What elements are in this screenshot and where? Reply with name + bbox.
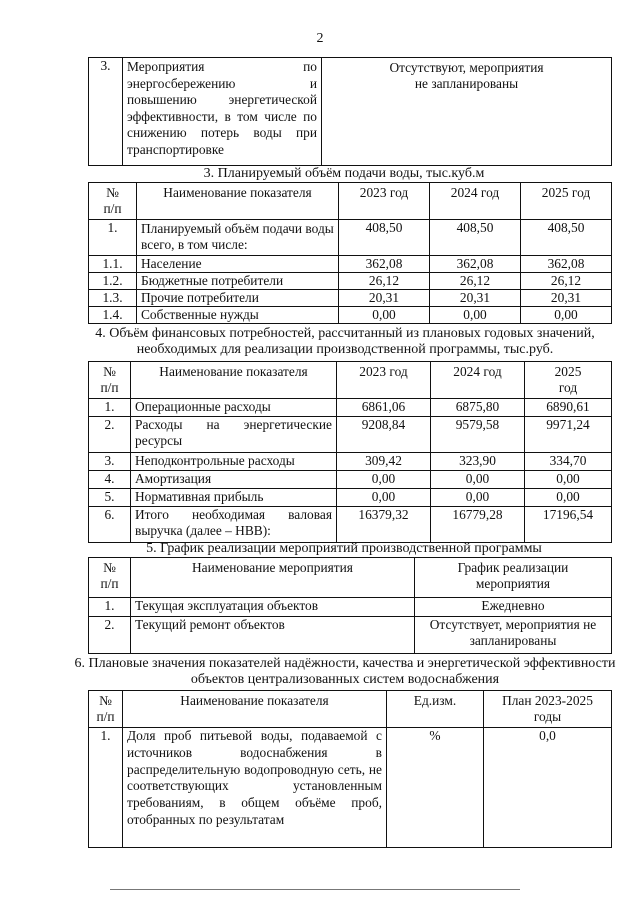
row-number: 1.3. xyxy=(89,290,137,307)
col-header-num: № п/п xyxy=(89,558,131,598)
row-number: 1. xyxy=(89,399,131,417)
indicator-name: Неподконтрольные расходы xyxy=(131,453,337,471)
table-header-row xyxy=(89,362,612,399)
table-row xyxy=(89,290,612,307)
table-row xyxy=(89,417,612,453)
page-number: 2 xyxy=(316,31,324,46)
row-number: 2. xyxy=(89,617,131,654)
value-2024: 0,00 xyxy=(431,489,525,507)
value-2024: 323,90 xyxy=(431,453,525,471)
activity-schedule: Ежедневно xyxy=(415,598,612,617)
section-3-title: 3. Планируемый объём подачи воды, тыс.куб.м xyxy=(203,166,485,181)
table-header-row xyxy=(89,183,612,220)
table-header-row xyxy=(89,558,612,598)
value-2024: 6875,80 xyxy=(431,399,525,417)
section-6-title: 6. Плановые значения показателей надёжности, качества и энергетической эффективности объектов централизованных систем водоснабжения xyxy=(74,656,616,687)
table-row xyxy=(89,220,612,256)
value-2025: 26,12 xyxy=(521,273,612,290)
indicator-plan: 0,0 xyxy=(484,728,612,848)
col-header-num: № п/п xyxy=(89,183,137,220)
table-row xyxy=(89,307,612,324)
measures-table xyxy=(88,57,612,166)
table-row xyxy=(89,617,612,654)
table-row xyxy=(89,453,612,471)
activity-schedule: Отсутствует, мероприятия не запланированы xyxy=(415,617,612,654)
value-2023: 362,08 xyxy=(339,256,430,273)
value-2024: 0,00 xyxy=(431,471,525,489)
row-number: 3. xyxy=(89,453,131,471)
value-2024: 408,50 xyxy=(430,220,521,256)
schedule-table xyxy=(88,557,612,654)
col-header-2025: 2025 год xyxy=(521,183,612,220)
table-row xyxy=(89,471,612,489)
value-2024: 20,31 xyxy=(430,290,521,307)
section-5-title: 5. График реализации мероприятий производственной программы xyxy=(146,541,542,556)
row-number: 1. xyxy=(89,728,123,848)
row-number: 1. xyxy=(89,220,137,256)
col-header-name: Наименование показателя xyxy=(131,362,337,399)
col-header-num: № п/п xyxy=(89,691,123,728)
indicator-name: Бюджетные потребители xyxy=(137,273,339,290)
value-2023: 408,50 xyxy=(339,220,430,256)
col-header-schedule: График реализации мероприятия xyxy=(415,558,612,598)
value-2023: 0,00 xyxy=(337,489,431,507)
row-number: 1.2. xyxy=(89,273,137,290)
value-2023: 9208,84 xyxy=(337,417,431,453)
col-header-unit: Ед.изм. xyxy=(387,691,484,728)
value-2024: 16779,28 xyxy=(431,507,525,543)
row-number: 2. xyxy=(89,417,131,453)
indicator-name: Амортизация xyxy=(131,471,337,489)
value-2025: 362,08 xyxy=(521,256,612,273)
row-number: 4. xyxy=(89,471,131,489)
table-row xyxy=(89,728,612,848)
value-2025: 0,00 xyxy=(521,307,612,324)
table-header-row xyxy=(89,691,612,728)
indicator-name: Операционные расходы xyxy=(131,399,337,417)
value-2025: 20,31 xyxy=(521,290,612,307)
measure-status: Отсутствуют, мероприятия не запланированы xyxy=(322,58,612,166)
row-number: 5. xyxy=(89,489,131,507)
indicator-name: Нормативная прибыль xyxy=(131,489,337,507)
value-2025: 6890,61 xyxy=(525,399,612,417)
col-header-name: Наименование показателя xyxy=(137,183,339,220)
indicator-name: Собственные нужды xyxy=(137,307,339,324)
value-2023: 16379,32 xyxy=(337,507,431,543)
col-header-2023: 2023 год xyxy=(337,362,431,399)
value-2024: 0,00 xyxy=(430,307,521,324)
value-2023: 309,42 xyxy=(337,453,431,471)
col-header-name: Наименование показателя xyxy=(123,691,387,728)
col-header-num: № п/п xyxy=(89,362,131,399)
indicator-name: Итого необходимая валовая выручка (далее – НВВ): xyxy=(131,507,337,543)
activity-name: Текущий ремонт объектов xyxy=(131,617,415,654)
indicator-name: Расходы на энергетические ресурсы xyxy=(131,417,337,453)
table-row xyxy=(89,256,612,273)
col-header-2024: 2024 год xyxy=(431,362,525,399)
value-2025: 0,00 xyxy=(525,489,612,507)
table-row xyxy=(89,507,612,543)
indicator-name: Доля проб питьевой воды, подаваемой с источников водоснабжения в распределительную водопроводную сеть, не соответствующих установленным требованиям, в общем объёме проб, отобранных по результатам xyxy=(123,728,387,848)
value-2025: 9971,24 xyxy=(525,417,612,453)
col-header-2024: 2024 год xyxy=(430,183,521,220)
value-2023: 0,00 xyxy=(339,307,430,324)
reliability-indicators-table xyxy=(88,690,612,848)
col-header-plan: План 2023-2025 годы xyxy=(484,691,612,728)
section-4-title: 4. Объём финансовых потребностей, рассчитанный из плановых годовых значений, необходимых для реализации производственной программы, тыс.руб. xyxy=(95,326,595,357)
indicator-name: Население xyxy=(137,256,339,273)
indicator-name: Планируемый объём подачи воды всего, в том числе: xyxy=(137,220,339,256)
col-header-2023: 2023 год xyxy=(339,183,430,220)
row-number: 1.1. xyxy=(89,256,137,273)
value-2023: 20,31 xyxy=(339,290,430,307)
col-header-name: Наименование мероприятия xyxy=(131,558,415,598)
value-2023: 26,12 xyxy=(339,273,430,290)
activity-name: Текущая эксплуатация объектов xyxy=(131,598,415,617)
scan-edge-line xyxy=(110,889,520,890)
indicator-unit: % xyxy=(387,728,484,848)
table-row xyxy=(89,58,612,166)
value-2025: 408,50 xyxy=(521,220,612,256)
row-number: 1.4. xyxy=(89,307,137,324)
value-2023: 6861,06 xyxy=(337,399,431,417)
table-row xyxy=(89,489,612,507)
indicator-name: Прочие потребители xyxy=(137,290,339,307)
value-2024: 9579,58 xyxy=(431,417,525,453)
measure-name: Мероприятия по энергосбережению и повышению энергетической эффективности, в том числе по снижению потерь воды при транспортировке xyxy=(123,58,322,166)
value-2025: 0,00 xyxy=(525,471,612,489)
financial-needs-table xyxy=(88,361,612,543)
row-number: 6. xyxy=(89,507,131,543)
value-2025: 17196,54 xyxy=(525,507,612,543)
table-row xyxy=(89,598,612,617)
row-number: 3. xyxy=(89,58,123,166)
table-row xyxy=(89,273,612,290)
value-2025: 334,70 xyxy=(525,453,612,471)
value-2023: 0,00 xyxy=(337,471,431,489)
value-2024: 362,08 xyxy=(430,256,521,273)
water-supply-table xyxy=(88,182,612,324)
table-row xyxy=(89,399,612,417)
row-number: 1. xyxy=(89,598,131,617)
col-header-2025: 2025 год xyxy=(525,362,612,399)
value-2024: 26,12 xyxy=(430,273,521,290)
